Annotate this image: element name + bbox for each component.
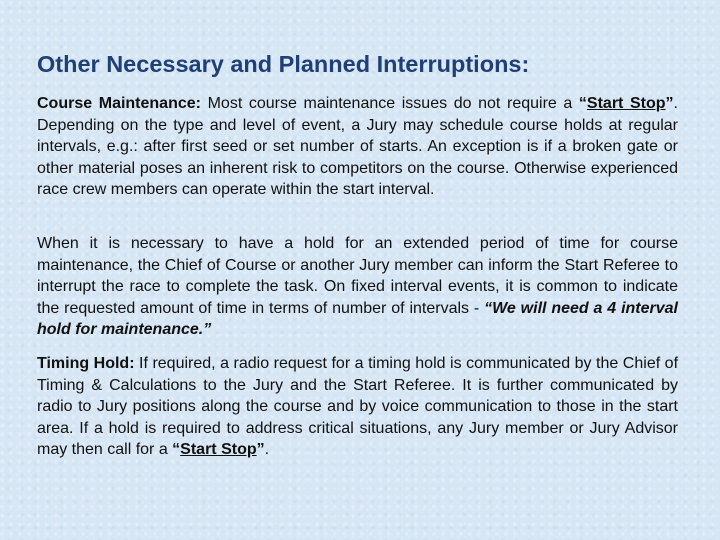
course-maintenance-label: Course Maintenance: xyxy=(37,95,201,112)
paragraph-text: When it is necessary to have a hold for an extended period of time for course maintenance, the Chief of Course or another Jury member can inform the Start Referee to interrupt the race to complete the task. On fixed interval events, it is common to indicate the requested amount of time in terms of number of intervals - xyxy=(37,235,678,317)
paragraph-extended-hold xyxy=(37,233,678,341)
paragraph-course-maintenance xyxy=(37,93,678,201)
paragraph-text: If required, a radio request for a timing hold is communicated by the Chief of Timing & Calculations to the Jury and the Start Referee. It is further communicated by radio to Jury positions along the course and by voice communication to those in the start area. If a hold is required to address critical situations, any Jury member or Jury Advisor may then call for a xyxy=(37,355,679,459)
paragraph-text: Most course maintenance issues do not require a xyxy=(200,95,579,112)
paragraph-text: . xyxy=(264,441,270,459)
start-stop-term: Start Stop xyxy=(180,441,257,459)
slide-title: Other Necessary and Planned Interruptions: xyxy=(37,51,530,77)
close-quote: ” xyxy=(665,95,674,112)
hold-quote: “We will need a 4 interval hold for maintenance.” xyxy=(37,299,678,339)
start-stop-term: Start Stop xyxy=(586,95,666,112)
close-quote: ” xyxy=(256,441,265,459)
open-quote: “ xyxy=(172,441,181,459)
paragraph-timing-hold xyxy=(37,353,678,461)
open-quote: “ xyxy=(578,95,587,112)
paragraph-text: . Depending on the type and level of event, a Jury may schedule course holds at regular intervals, e.g.: after first seed or set number of starts. An exception is if a broken gate or other material poses an inherent risk to competitors on the course. Otherwise experienced race crew members can operate within the start interval. xyxy=(37,95,678,199)
timing-hold-label: Timing Hold: xyxy=(37,355,135,372)
